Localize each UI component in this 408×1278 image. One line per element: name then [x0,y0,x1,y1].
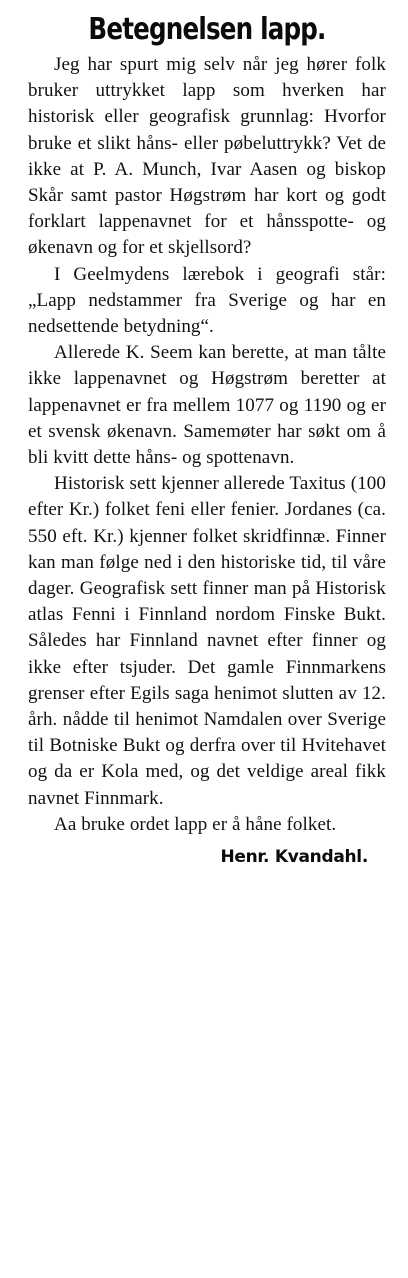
article-paragraph-3: Allerede K. Seem kan berette, at man tålte ikke lappenavnet og Høgstrøm beretter at lappenavnet er fra mellem 1077 og 1190 og er et svensk økenavn. Samemøter har søkt om å bli kvitt dette håns- og spottenavn. [28,342,386,469]
article-paragraph-2: I Geelmydens lærebok i geografi står: „Lapp nedstammer fra Sverige og har en nedsettende betydning“. [28,263,386,338]
article-headline: Betegnelsen lapp. [88,12,326,47]
newspaper-article [28,8,386,870]
article-paragraph-1: Jeg har spurt mig selv når jeg hører folk bruker uttrykket lapp som hverken har historisk eller geografisk grunnlag: Hvorfor bruke et slikt håns- eller pøbeluttrykk? Vet de ikke at P. A. Munch, Ivar Aasen og biskop Skår samt pastor Høgstrøm har kort og godt forklart lappenavnet for et hånsspotte- og økenavn og for et skjellsord? [28,54,386,259]
author-signature: Henr. Kvandahl. [220,847,368,868]
article-paragraph-4: Historisk sett kjenner allerede Taxitus (100 efter Kr.) folket feni eller fenier. Jordanes (ca. 550 eft. Kr.) kjenner folket skridfinnæ. Finner kan man følge ned i den historiske tid, til våre dager. Geografisk sett finner man på Historisk atlas Fenni i Finnland nordom Finske Bukt. Således har Finnland navnet efter finner og ikke efter tsjuder. Det gamle Finnmarkens grenser efter Egils saga henimot slutten av 12. årh. nådde til henimot Namdalen over Sverige til Botniske Bukt og derfra over til Hvitehavet og da er Kola med, og det veldige areal fikk navnet Finnmark. [28,473,386,809]
article-paragraph-5: Aa bruke ordet lapp er å håne folket. [54,813,337,835]
